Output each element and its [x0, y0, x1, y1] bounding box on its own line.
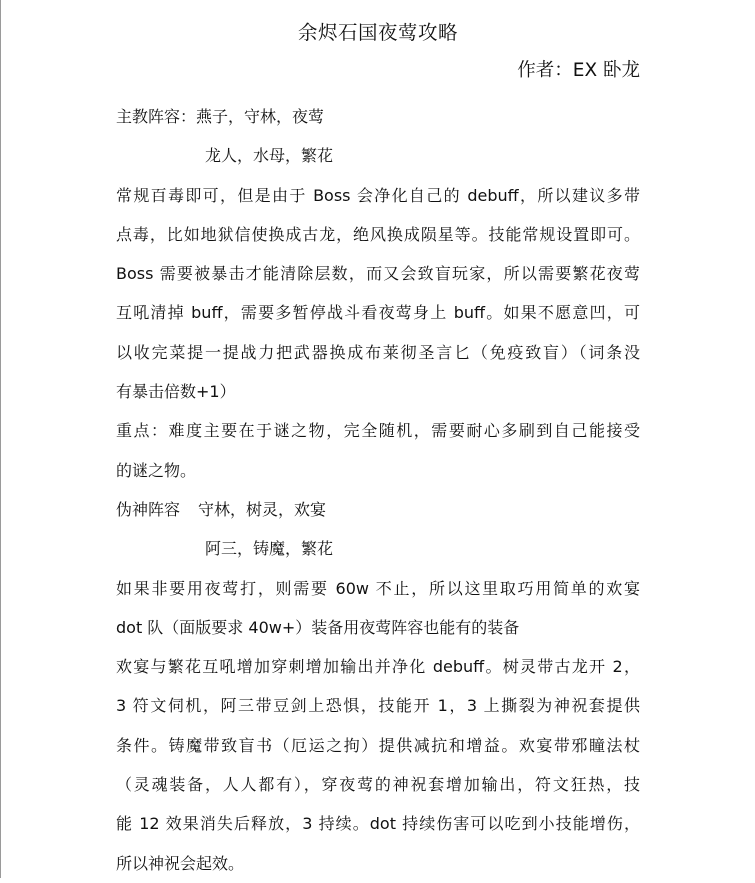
document-body	[116, 97, 640, 883]
lineup-fake-god-line-2: 阿三，铸魔，繁花	[205, 539, 334, 559]
paragraph-line: dot 队（面版要求 40w+）装备用夜莺阵容也能有的装备	[116, 617, 520, 637]
paragraph-line: 点毒，比如地狱信使换成古龙，绝风换成陨星等。技能常规设置即可。	[116, 224, 640, 244]
paragraph-line: 条件。铸魔带致盲书（厄运之拘）提供减抗和增益。欢宴带邪瞳法杖	[116, 735, 640, 755]
lineup-main-members-1: 燕子，守林，夜莺	[196, 107, 325, 126]
key-point-line: 的谜之物。	[116, 460, 197, 480]
paragraph-line: 所以神祝会起效。	[116, 853, 245, 873]
lineup-fake-god-members-1: 守林，树灵，欢宴	[198, 499, 327, 519]
paragraph-line: 常规百毒即可，但是由于 Boss 会净化自己的 debuff，所以建议多带	[116, 185, 640, 205]
lineup-fake-god-line-1	[116, 490, 640, 529]
paragraph-line: （灵魂装备，人人都有），穿夜莺的神祝套增加输出，符文狂热，技	[116, 775, 640, 795]
key-point-line: 重点：难度主要在于谜之物，完全随机，需要耐心多刷到自己能接受	[116, 421, 640, 441]
paragraph-line: 如果非要用夜莺打，则需要 60w 不止，所以这里取巧用简单的欢宴	[116, 578, 640, 598]
page-left-border	[0, 0, 1, 878]
document-author: 作者：EX 卧龙	[517, 60, 640, 81]
paragraph-line: 有暴击倍数+1）	[116, 382, 236, 402]
paragraph-line: Boss 需要被暴击才能清除层数，而又会致盲玩家，所以需要繁花夜莺	[116, 264, 640, 284]
lineup-main-line-2: 龙人，水母，繁花	[205, 146, 334, 166]
paragraph-line: 以收完菜提一提战力把武器换成布莱彻圣言匕（免疫致盲）（词条没	[116, 342, 640, 362]
paragraph-line: 欢宴与繁花互吼增加穿刺增加输出并净化 debuff。树灵带古龙开 2，	[116, 657, 640, 677]
paragraph-line: 3 符文伺机，阿三带豆剑上恐惧，技能开 1，3 上撕裂为神祝套提供	[116, 696, 640, 716]
paragraph-line: 互吼清掉 buff，需要多暂停战斗看夜莺身上 buff。如果不愿意凹，可	[116, 303, 640, 323]
lineup-main-line-1	[116, 97, 640, 136]
document-title: 余烬石国夜莺攻略	[297, 21, 458, 44]
lineup-fake-god-label: 伪神阵容	[116, 499, 181, 519]
lineup-main-label: 主教阵容：	[116, 107, 197, 126]
paragraph-line: 能 12 效果消失后释放，3 持续。dot 持续伤害可以吃到小技能增伤，	[116, 814, 640, 834]
